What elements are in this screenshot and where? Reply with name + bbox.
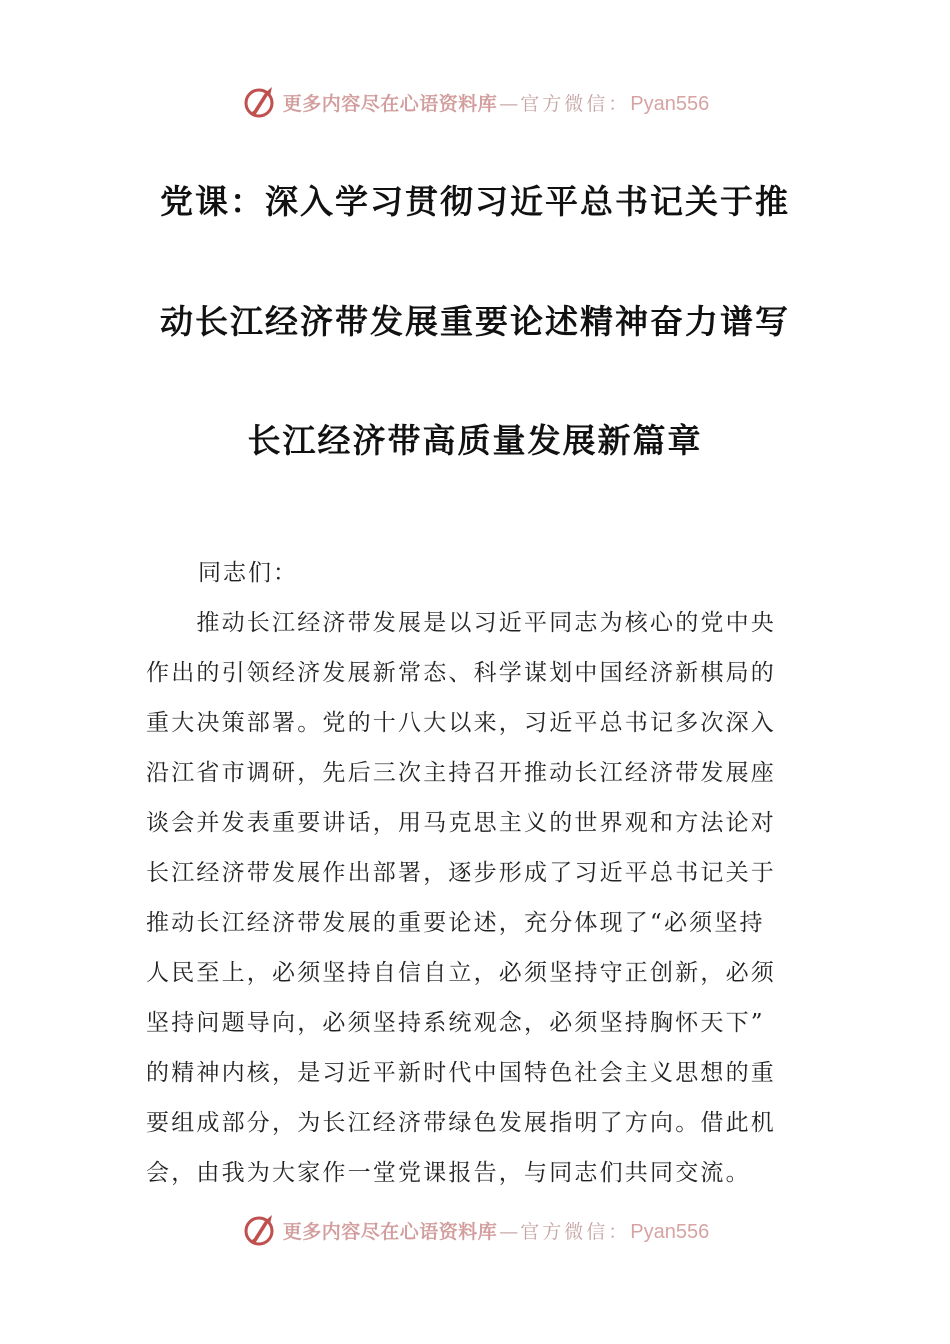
- paragraph-line: 沿江省市调研，先后三次主持召开推动长江经济带发展座: [146, 760, 776, 786]
- paragraph-line: 的精神内核，是习近平新时代中国特色社会主义思想的重: [146, 1060, 776, 1086]
- watermark-dash: —: [499, 92, 519, 115]
- paragraph-line: 谈会并发表重要讲话，用马克思主义的世界观和方法论对: [146, 810, 776, 836]
- paragraph-line: 要组成部分，为长江经济带绿色发展指明了方向。借此机: [146, 1110, 776, 1136]
- document-title-line-3: 长江经济带高质量发展新篇章: [247, 421, 703, 460]
- paragraph-line: 会，由我为大家作一堂党课报告，与同志们共同交流。: [146, 1160, 751, 1186]
- document-title-line-2: 动长江经济带发展重要论述精神奋力谱写: [160, 302, 790, 341]
- watermark-text: [283, 1217, 710, 1244]
- paragraph-line: 长江经济带发展作出部署，逐步形成了习近平总书记关于: [146, 860, 776, 886]
- paragraph-line: 推动长江经济带发展是以习近平同志为核心的党中央: [146, 610, 776, 636]
- watermark-wechat-id: Pyan556: [630, 92, 710, 115]
- salutation: 同志们：: [198, 560, 298, 586]
- paragraph-line: 重大决策部署。党的十八大以来，习近平总书记多次深入: [146, 710, 776, 736]
- paragraph-line: 人民至上，必须坚持自信自立，必须坚持守正创新，必须: [146, 960, 776, 986]
- paragraph-line: 作出的引领经济发展新常态、科学谋划中国经济新棋局的: [146, 660, 776, 686]
- document-title-line-1: 党课：深入学习贯彻习近平总书记关于推: [160, 182, 790, 221]
- watermark-dash: —: [499, 1220, 519, 1243]
- quill-logo-icon: [241, 1212, 277, 1248]
- header-watermark: [0, 82, 950, 122]
- watermark-official-label: 官方微信：: [520, 92, 631, 115]
- paragraph-line: 坚持问题导向，必须坚持系统观念，必须坚持胸怀天下”: [146, 1010, 765, 1036]
- watermark-wechat-id: Pyan556: [630, 1220, 710, 1243]
- paragraph-line: 推动长江经济带发展的重要论述，充分体现了“必须坚持: [146, 910, 765, 936]
- watermark-brand: 更多内容尽在心语资料库: [282, 92, 498, 115]
- footer-watermark: [0, 1210, 950, 1250]
- quill-logo-icon: [241, 84, 277, 120]
- watermark-official-label: 官方微信：: [520, 1220, 631, 1243]
- watermark-brand: 更多内容尽在心语资料库: [282, 1220, 498, 1243]
- watermark-text: [283, 89, 710, 116]
